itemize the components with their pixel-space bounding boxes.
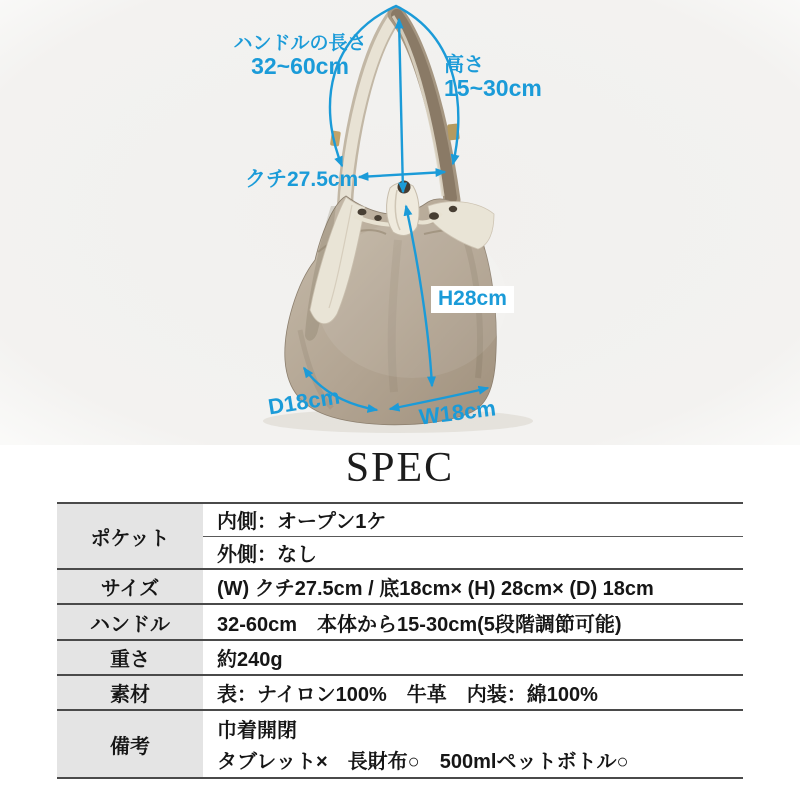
spec-row-value: (W) クチ27.5cm / 底18cm× (H) 28cm× (D) 18cm xyxy=(217,578,654,600)
spec-row-value: 32-60cm 本体から15-30cm(5段階調節可能) xyxy=(217,613,622,636)
annotation-handle-length-label: ハンドルの長さ xyxy=(233,33,367,54)
annotation-depth: D18cm xyxy=(266,383,342,420)
spec-table xyxy=(57,502,743,779)
spec-row-handle xyxy=(57,603,743,639)
annotation-width: W18cm xyxy=(417,395,498,430)
annotation-handle-length-value: 32~60cm xyxy=(251,53,349,80)
annotation-strap-height xyxy=(444,54,542,102)
annotation-handle-length xyxy=(218,33,382,80)
spec-row-label: 重さ xyxy=(57,641,203,674)
spec-row-label: ポケット xyxy=(57,504,203,568)
spec-row-label: 備考 xyxy=(57,711,203,777)
spec-row-label: ハンドル xyxy=(57,605,203,639)
annotation-strap-height-value: 15~30cm xyxy=(444,75,542,102)
spec-row-value: 内側：オープン1ケ xyxy=(217,511,387,534)
spec-row-size xyxy=(57,568,743,603)
spec-row-label: 素材 xyxy=(57,676,203,709)
spec-row-weight xyxy=(57,639,743,674)
spec-heading: SPEC xyxy=(345,445,455,491)
spec-row-value: 巾着開閉 xyxy=(217,720,297,742)
spec-row-remarks xyxy=(57,709,743,777)
annotation-strap-height-label: 高さ xyxy=(444,54,484,76)
annotation-mouth-width: クチ27.5cm xyxy=(245,168,359,191)
spec-row-pocket xyxy=(57,502,743,568)
spec-row-label: サイズ xyxy=(57,570,203,603)
spec-row-value: タブレット× 長財布○ 500mlペットボトル○ xyxy=(217,751,629,773)
annotation-body-height: H28cm xyxy=(431,286,514,313)
spec-row-material xyxy=(57,674,743,709)
spec-row-value: 表：ナイロン100% 牛革 内装：綿100% xyxy=(217,684,598,706)
spec-row-value: 外側：なし xyxy=(203,536,743,569)
spec-row-value: 約240g xyxy=(217,649,283,671)
